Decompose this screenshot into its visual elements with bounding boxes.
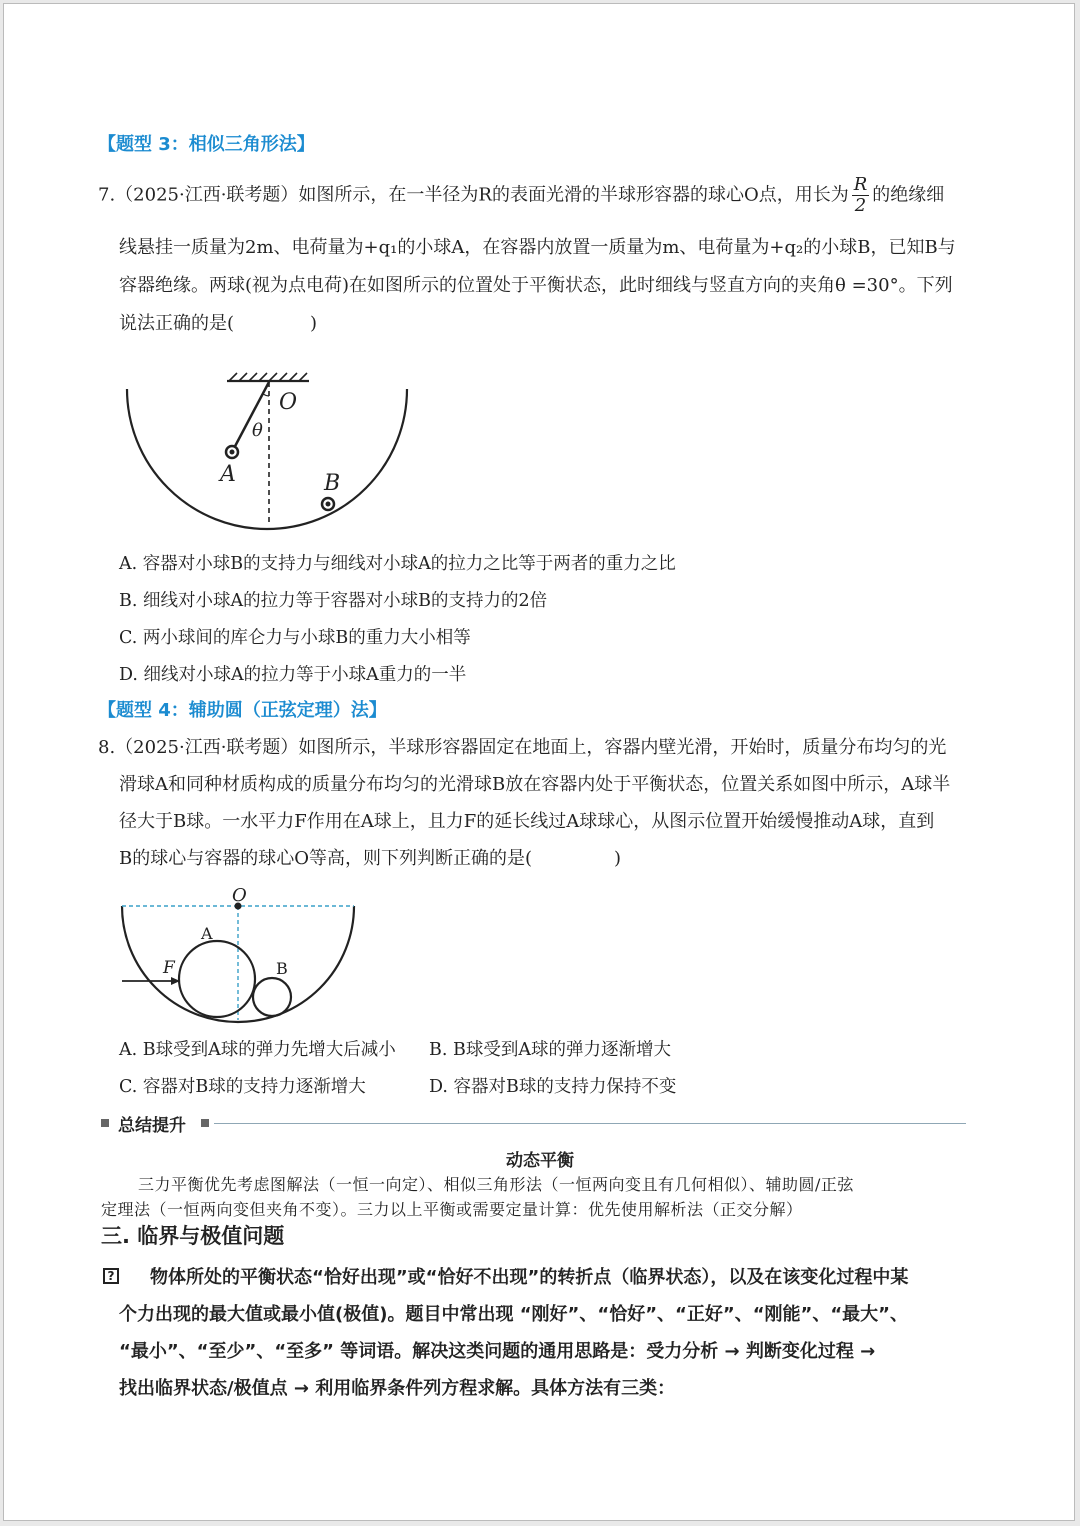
q7-string: [232, 382, 269, 452]
part3-line2: 个力出现的最大值或最小值(极值)。题目中常出现 “刚好”、“恰好”、“正好”、“刚能”、“最大”、: [119, 1304, 909, 1325]
q8-line2: 滑球A和同种材质构成的质量分布均匀的光滑球B放在容器内处于平衡状态，位置关系如图中所示，A球半: [119, 774, 951, 795]
summary-bullet-right: [201, 1119, 209, 1127]
q8-option-c: C. 容器对B球的支持力逐渐增大: [119, 1077, 366, 1097]
q7-option-d: D. 细线对小球A的拉力等于小球A重力的一半: [119, 665, 467, 685]
q7-label-o: O: [279, 390, 298, 415]
q7-hemisphere-container: [127, 389, 407, 529]
q7-line2: 线悬挂一质量为2m、电荷量为+q₁的小球A，在容器内放置一质量为m、电荷量为+q₂的小球B，已知B与: [119, 237, 956, 258]
q7-label-a: A: [220, 462, 236, 487]
q7-label-b: B: [324, 471, 341, 496]
q8-label-o: O: [232, 885, 247, 906]
section-title-critical-extreme: 三. 临界与极值问题: [101, 1224, 285, 1248]
q8-figure: [116, 880, 366, 1025]
q7-text-1: 7.（2025·江西·联考题）如图所示，在一半径为R的表面光滑的半球形容器的球心O点，用长为: [98, 184, 849, 206]
q8-line3: 径大于B球。一水平力F作用在A球上，且力F的延长线过A球球心，从图示位置开始缓慢推动A球，直到: [119, 811, 935, 832]
q8-option-d: D. 容器对B球的支持力保持不变: [429, 1077, 677, 1097]
summary-divider: [214, 1123, 966, 1124]
summary-line2: 定理法（一恒两向变但夹角不变）。三力以上平衡或需要定量计算：优先使用解析法（正交分解）: [101, 1200, 803, 1219]
section-heading-type4: 【题型 4：辅助圆（正弦定理）法】: [98, 700, 387, 721]
q8-label-b: B: [276, 959, 288, 978]
q8-ball-a: [179, 941, 255, 1017]
q7-fraction-denominator: 2: [854, 195, 867, 216]
q8-line4: [119, 847, 621, 871]
q7-option-c: C. 两小球间的库仑力与小球B的重力大小相等: [119, 628, 471, 648]
q8-ball-b: [253, 978, 291, 1016]
q8-option-b: B. B球受到A球的弹力逐渐增大: [429, 1040, 671, 1060]
question-icon: ?: [103, 1268, 119, 1284]
summary-line1: 三力平衡优先考虑图解法（一恒一向定）、相似三角形法（一恒两向变且有几何相似）、辅助圆/正弦: [138, 1175, 854, 1194]
q7-line1: [98, 175, 944, 216]
q7-figure: [119, 364, 419, 534]
section-heading-type3: 【题型 3：相似三角形法】: [98, 134, 315, 155]
q7-question-close: ): [310, 313, 318, 334]
q7-line4: [119, 312, 317, 336]
q7-question-prompt: 说法正确的是(: [119, 313, 235, 334]
summary-title: 动态平衡: [506, 1151, 574, 1171]
q7-text-2: 的绝缘细: [872, 184, 945, 206]
q7-angle-arc: [263, 394, 269, 396]
q7-option-a: A. 容器对小球B的支持力与细线对小球A的拉力之比等于两者的重力之比: [119, 554, 676, 574]
part3-line3: “最小”、“至少”、“至多” 等词语。解决这类问题的通用思路是：受力分析 → 判断变化过程 →: [119, 1341, 876, 1362]
q8-question-prompt: B的球心与容器的球心O等高，则下列判断正确的是(: [119, 848, 533, 869]
q8-label-a: A: [201, 924, 213, 943]
summary-bullet-left: [101, 1119, 109, 1127]
part3-line4: 找出临界状态/极值点 → 利用临界条件列方程求解。具体方法有三类：: [119, 1378, 676, 1399]
part3-line1: 物体所处的平衡状态“恰好出现”或“恰好不出现”的转折点（临界状态），以及在该变化过程中某: [150, 1267, 909, 1288]
q8-question-close: ): [614, 848, 622, 869]
q7-fraction: [852, 175, 870, 216]
q8-option-a: A. B球受到A球的弹力先增大后减小: [119, 1040, 396, 1060]
q8-label-f: F: [163, 958, 175, 978]
q7-line3: 容器绝缘。两球(视为点电荷)在如图所示的位置处于平衡状态，此时细线与竖直方向的夹角θ =30°。下列: [119, 275, 953, 296]
q8-line1: 8.（2025·江西·联考题）如图所示，半球形容器固定在地面上，容器内壁光滑，开始时，质量分布均匀的光: [98, 737, 947, 758]
document-page: [3, 3, 1075, 1521]
q7-label-theta: θ: [252, 420, 263, 441]
q7-ceiling-hatch: [229, 373, 307, 381]
q7-option-b: B. 细线对小球A的拉力等于容器对小球B的支持力的2倍: [119, 591, 548, 611]
summary-label: 总结提升: [118, 1116, 186, 1136]
q7-fraction-numerator: R: [853, 174, 868, 195]
